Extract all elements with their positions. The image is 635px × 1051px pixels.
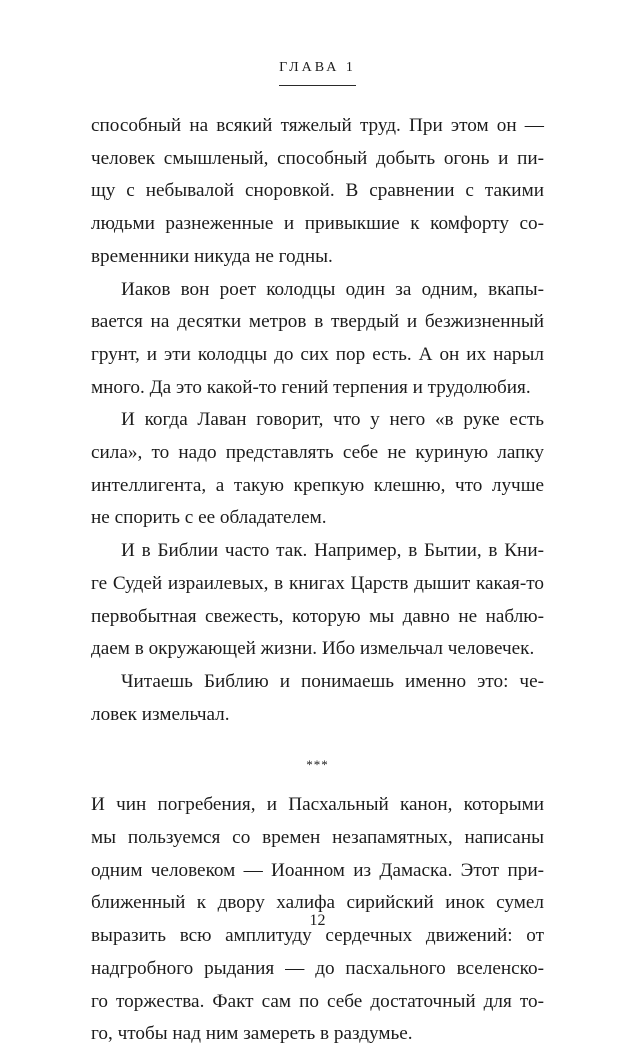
text-line: даем в окружающей жизни. Ибо измельчал человечек.: [91, 638, 535, 660]
paragraph: [91, 535, 544, 666]
text-line: мы пользуемся со времен незапамятных, написаны: [91, 827, 544, 849]
section-separator: ***: [306, 757, 329, 773]
text-line: Читаешь Библию и понимаешь именно это: че-: [121, 670, 544, 692]
text-line: ближенный к двору халифа сирийский инок сумел: [91, 892, 544, 914]
text-line: го торжества. Факт сам по себе достаточный для то-: [91, 990, 544, 1012]
text-line: человек смышленый, способный добыть огонь и пи-: [91, 147, 544, 169]
running-header: [0, 58, 635, 86]
text-line: одним человеком — Иоанном из Дамаска. Этот при-: [91, 859, 544, 881]
text-line: грунт, и эти колодцы до сих пор есть. А он их нарыл: [91, 343, 544, 365]
text-line: временники никуда не годны.: [91, 245, 333, 267]
text-line: го, чтобы над ним замереть в раздумье.: [91, 1023, 413, 1045]
text-line: людьми разнеженные и привыкшие к комфорту со-: [91, 213, 544, 235]
text-line: И в Библии часто так. Например, в Бытии, в Кни-: [121, 540, 544, 562]
text-line: сила», то надо представлять себе не куриную лапку: [91, 442, 544, 464]
text-line: не спорить с ее обладателем.: [91, 507, 327, 529]
text-line: Иаков вон роет колодцы один за одним, вкапы-: [121, 278, 544, 300]
page-body: [91, 110, 544, 1051]
paragraph: [91, 274, 544, 405]
page-number: 12: [309, 912, 326, 929]
text-line: надгробного рыдания — до пасхального вселенско-: [91, 957, 544, 979]
paragraph: [91, 666, 544, 731]
text-line: щу с небывалой сноровкой. В сравнении с такими: [91, 180, 544, 202]
text-line: вается на десятки метров в твердый и безжизненный: [91, 311, 544, 333]
chapter-title: ГЛАВА 1: [279, 60, 356, 86]
text-line: интеллигента, а такую крепкую клешню, что лучше: [91, 474, 544, 496]
paragraph: [91, 404, 544, 535]
text-line: первобытная свежесть, которую мы давно не наблю-: [91, 605, 544, 627]
text-line: И чин погребения, и Пасхальный канон, которыми: [91, 794, 544, 816]
text-line: ге Судей израилевых, в книгах Царств дышит какая-то: [91, 572, 544, 594]
text-line: ловек измельчал.: [91, 703, 230, 725]
text-line: способный на всякий тяжелый труд. При этом он —: [91, 115, 544, 136]
text-line: выразить всю амплитуду сердечных движений: от: [91, 925, 544, 947]
text-line: много. Да это какой-то гений терпения и трудолюбия.: [91, 376, 531, 398]
paragraph: [91, 110, 544, 274]
text-line: И когда Лаван говорит, что у него «в руке есть: [121, 409, 544, 431]
